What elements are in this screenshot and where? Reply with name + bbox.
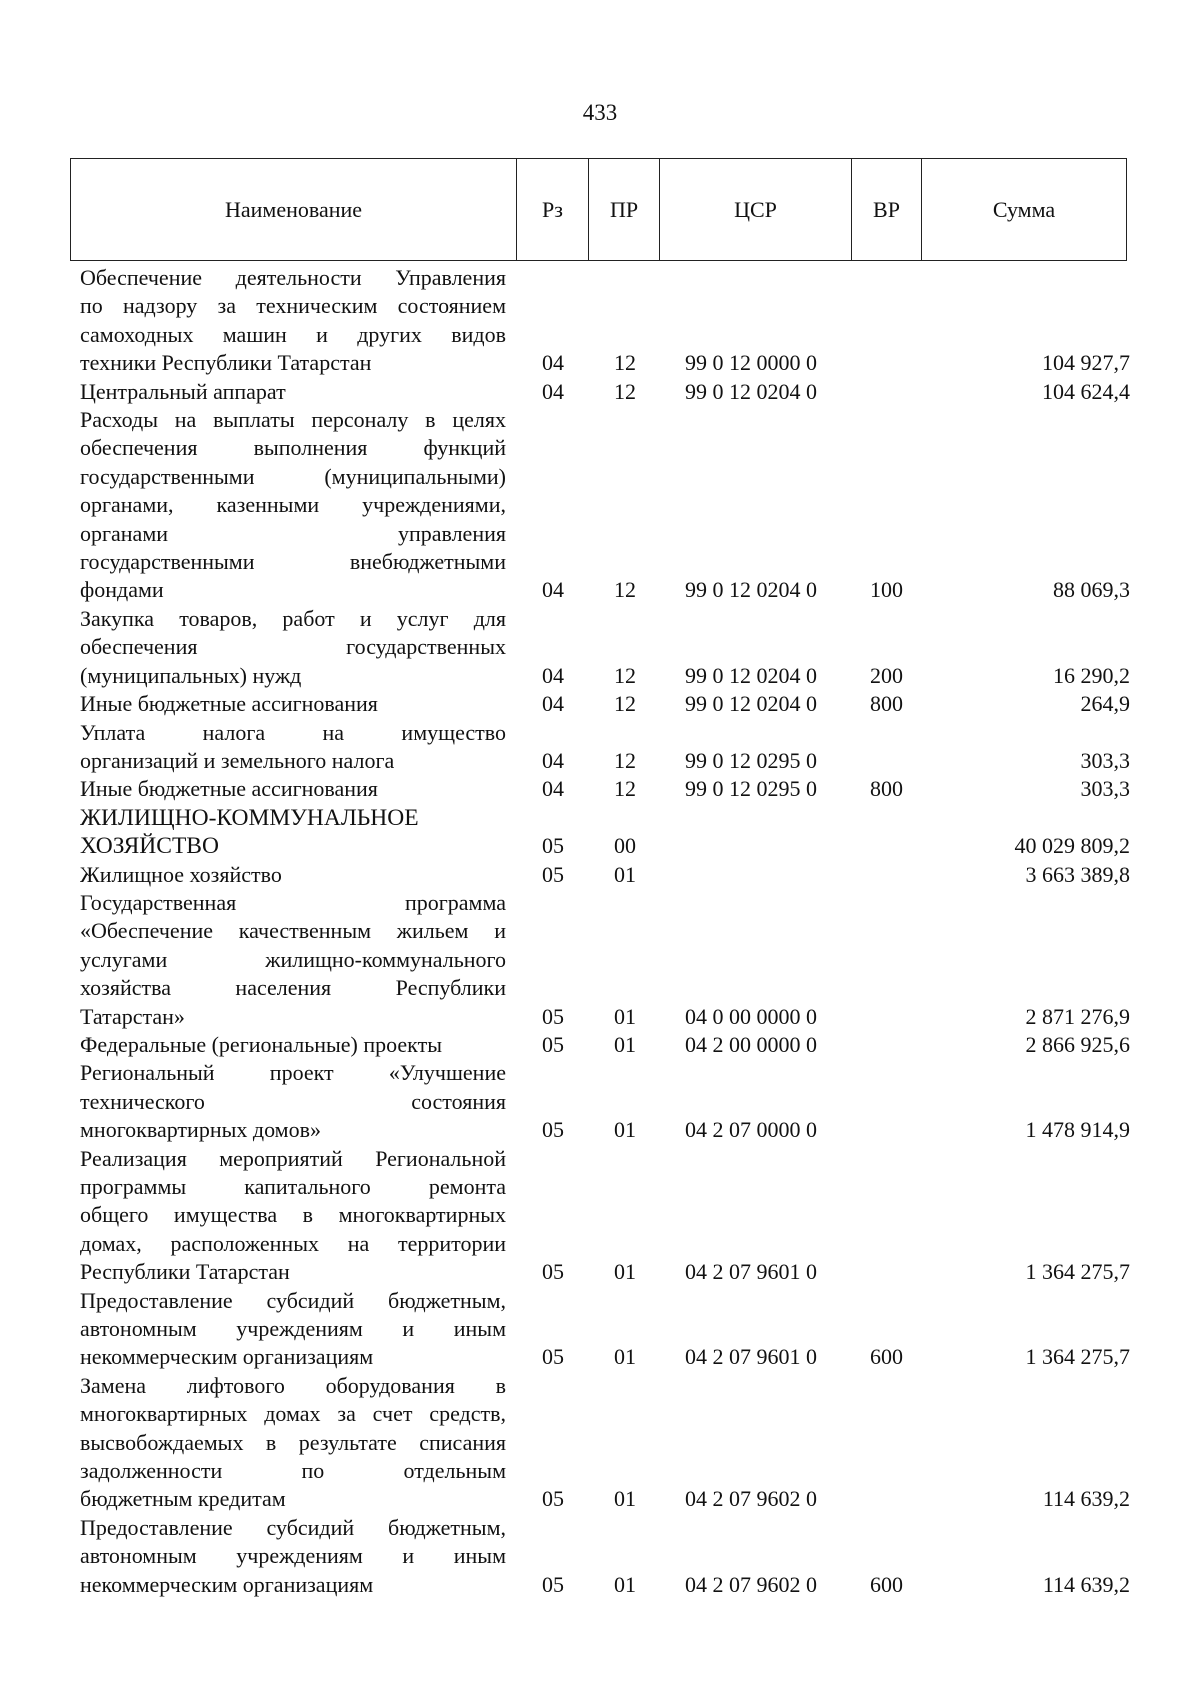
row-name-line: общего имущества в многоквартирных xyxy=(80,1202,506,1228)
row-csr: 04 2 00 0000 0 xyxy=(685,1031,817,1057)
row-name-line: хозяйства населения Республики xyxy=(80,975,506,1001)
row-name-line: обеспечения выполнения функций xyxy=(80,435,506,461)
row-pr: 12 xyxy=(614,776,636,802)
row-csr: 04 2 07 9601 0 xyxy=(685,1259,817,1285)
row-name xyxy=(80,861,506,889)
row-name-line: Замена лифтового оборудования в xyxy=(80,1372,506,1398)
row-name-line: по надзору за техническим состоянием xyxy=(80,293,506,319)
table-row xyxy=(80,264,1130,378)
row-name xyxy=(80,605,506,690)
row-name xyxy=(80,804,506,861)
row-csr: 04 2 07 9601 0 xyxy=(685,1344,817,1370)
row-name-line: Расходы на выплаты персоналу в целях xyxy=(80,407,506,433)
row-pr: 01 xyxy=(614,1259,636,1285)
row-name-line: Татарстан» xyxy=(80,1003,185,1029)
table-row xyxy=(80,378,1130,406)
row-sum: 2 866 925,6 xyxy=(1025,1031,1130,1057)
row-name-line: государственными внебюджетными xyxy=(80,549,506,575)
row-name xyxy=(80,1287,506,1372)
column-header-pr: ПР xyxy=(589,159,660,260)
table-body xyxy=(80,264,1130,1599)
row-sum: 114 639,2 xyxy=(1042,1571,1130,1597)
row-name xyxy=(80,719,506,776)
row-name xyxy=(80,264,506,378)
row-name-line: органами управления xyxy=(80,520,506,546)
row-name-line: Уплата налога на имущество xyxy=(80,719,506,745)
row-vr: 600 xyxy=(870,1571,903,1597)
row-name-line: обеспечения государственных xyxy=(80,634,506,660)
row-name-line: (муниципальных) нужд xyxy=(80,662,302,688)
row-pr: 01 xyxy=(614,1486,636,1512)
row-rz: 05 xyxy=(542,1344,564,1370)
row-csr: 04 2 07 9602 0 xyxy=(685,1486,817,1512)
row-name-line: Региональный проект «Улучшение xyxy=(80,1060,506,1086)
table-row xyxy=(80,690,1130,718)
row-name-line: Государственная программа xyxy=(80,889,506,915)
table-row xyxy=(80,861,1130,889)
row-sum: 1 364 275,7 xyxy=(1025,1344,1130,1370)
row-rz: 05 xyxy=(542,1117,564,1143)
row-rz: 05 xyxy=(542,1003,564,1029)
row-name xyxy=(80,406,506,605)
row-csr: 99 0 12 0295 0 xyxy=(685,776,817,802)
row-sum: 88 069,3 xyxy=(1053,577,1130,603)
row-sum: 104 624,4 xyxy=(1042,378,1130,404)
table-row xyxy=(80,1514,1130,1599)
table-row xyxy=(80,406,1130,605)
row-name-line: фондами xyxy=(80,577,164,603)
row-name-line: Реализация мероприятий Региональной xyxy=(80,1145,506,1171)
row-name-line: задолженности по отдельным xyxy=(80,1458,506,1484)
row-pr: 01 xyxy=(614,1117,636,1143)
row-name-line: программы капитального ремонта xyxy=(80,1174,506,1199)
row-sum: 1 478 914,9 xyxy=(1025,1117,1130,1143)
row-name xyxy=(80,1059,506,1144)
row-name-line: организаций и земельного налога xyxy=(80,747,395,773)
row-name-line: Закупка товаров, работ и услуг для xyxy=(80,605,506,631)
row-rz: 05 xyxy=(542,1571,564,1597)
row-pr: 12 xyxy=(614,747,636,773)
row-sum: 264,9 xyxy=(1080,691,1130,717)
row-vr: 200 xyxy=(870,662,903,688)
row-name-line: Предоставление субсидий бюджетным, xyxy=(80,1514,506,1540)
table-row xyxy=(80,1031,1130,1059)
row-rz: 04 xyxy=(542,577,564,603)
row-name-line: автономным учреждениям и иным xyxy=(80,1316,506,1342)
row-name xyxy=(80,889,506,1031)
table-row xyxy=(80,719,1130,776)
column-header-vr: ВР xyxy=(852,159,922,260)
column-header-rz: Рз xyxy=(517,159,589,260)
row-pr: 12 xyxy=(614,378,636,404)
row-name xyxy=(80,690,506,718)
row-rz: 05 xyxy=(542,1031,564,1057)
row-sum: 303,3 xyxy=(1080,776,1130,802)
row-sum: 1 364 275,7 xyxy=(1025,1259,1130,1285)
table-row xyxy=(80,1287,1130,1372)
row-name-line: Иные бюджетные ассигнования xyxy=(80,776,378,802)
row-sum: 114 639,2 xyxy=(1042,1486,1130,1512)
column-header-name: Наименование xyxy=(71,159,517,260)
row-csr: 99 0 12 0204 0 xyxy=(685,691,817,717)
row-rz: 05 xyxy=(542,1259,564,1285)
table-row xyxy=(80,1059,1130,1144)
table-row xyxy=(80,775,1130,803)
row-name-line: Предоставление субсидий бюджетным, xyxy=(80,1287,506,1313)
row-sum: 303,3 xyxy=(1080,747,1130,773)
row-name-line: ХОЗЯЙСТВО xyxy=(80,833,219,860)
row-name-line: Обеспечение деятельности Управления xyxy=(80,265,506,290)
row-name-line: Федеральные (региональные) проекты xyxy=(80,1031,442,1057)
row-pr: 12 xyxy=(614,577,636,603)
row-pr: 12 xyxy=(614,691,636,717)
row-csr: 99 0 12 0204 0 xyxy=(685,662,817,688)
row-name-line: самоходных машин и других видов xyxy=(80,321,506,347)
row-name-line: некоммерческим организациям xyxy=(80,1571,374,1597)
row-name xyxy=(80,1514,506,1599)
row-csr: 04 2 07 0000 0 xyxy=(685,1117,817,1143)
row-name xyxy=(80,1031,506,1059)
row-name-line: Жилищное хозяйство xyxy=(80,861,282,887)
row-rz: 04 xyxy=(542,747,564,773)
row-name-line: Иные бюджетные ассигнования xyxy=(80,691,378,717)
row-name-line: многоквартирных домах за счет средств, xyxy=(80,1401,506,1427)
row-name-line: техники Республики Татарстан xyxy=(80,350,372,376)
row-pr: 01 xyxy=(614,1031,636,1057)
row-name xyxy=(80,775,506,803)
row-name-line: многоквартирных домов» xyxy=(80,1117,321,1143)
row-csr: 99 0 12 0295 0 xyxy=(685,747,817,773)
row-name-line: бюджетным кредитам xyxy=(80,1486,286,1512)
row-pr: 01 xyxy=(614,1344,636,1370)
table-row xyxy=(80,889,1130,1031)
row-pr: 01 xyxy=(614,861,636,887)
row-csr: 99 0 12 0204 0 xyxy=(685,378,817,404)
row-name-line: Центральный аппарат xyxy=(80,378,286,404)
page-number: 433 xyxy=(582,100,618,125)
row-name-line: ЖИЛИЩНО-КОММУНАЛЬНОЕ xyxy=(80,804,419,831)
row-rz: 04 xyxy=(542,378,564,404)
row-pr: 12 xyxy=(614,350,636,376)
table-header xyxy=(70,158,1127,261)
row-name-line: «Обеспечение качественным жильем и xyxy=(80,918,506,944)
row-name-line: услугами жилищно-коммунального xyxy=(80,946,506,972)
row-name-line: технического состояния xyxy=(80,1088,506,1114)
row-name-line: автономным учреждениям и иным xyxy=(80,1543,506,1569)
row-csr: 99 0 12 0000 0 xyxy=(685,350,817,376)
row-vr: 600 xyxy=(870,1344,903,1370)
column-header-sum: Сумма xyxy=(992,196,1056,222)
row-name-line: высвобождаемых в результате списания xyxy=(80,1429,506,1455)
column-header-csr: ЦСР xyxy=(660,159,852,260)
row-csr: 04 0 00 0000 0 xyxy=(685,1003,817,1029)
row-rz: 04 xyxy=(542,776,564,802)
row-rz: 05 xyxy=(542,861,564,887)
row-sum: 40 029 809,2 xyxy=(1014,833,1130,859)
row-pr: 01 xyxy=(614,1571,636,1597)
row-pr: 00 xyxy=(614,833,636,859)
row-rz: 04 xyxy=(542,662,564,688)
row-sum: 104 927,7 xyxy=(1042,350,1130,376)
row-sum: 16 290,2 xyxy=(1053,662,1130,688)
table-row xyxy=(80,605,1130,690)
row-name xyxy=(80,1145,506,1287)
row-rz: 05 xyxy=(542,1486,564,1512)
table-row xyxy=(80,1145,1130,1287)
table-row xyxy=(80,1372,1130,1514)
row-rz: 04 xyxy=(542,350,564,376)
row-name-line: домах, расположенных на территории xyxy=(80,1230,506,1256)
row-csr: 04 2 07 9602 0 xyxy=(685,1571,817,1597)
row-name xyxy=(80,1372,506,1514)
row-pr: 12 xyxy=(614,662,636,688)
row-vr: 800 xyxy=(870,691,903,717)
row-name-line: Республики Татарстан xyxy=(80,1259,290,1285)
row-vr: 800 xyxy=(870,776,903,802)
table-row xyxy=(80,804,1130,861)
row-name-line: органами, казенными учреждениями, xyxy=(80,492,506,518)
row-name xyxy=(80,378,506,406)
row-rz: 05 xyxy=(542,833,564,859)
row-rz: 04 xyxy=(542,691,564,717)
row-vr: 100 xyxy=(870,577,903,603)
row-name-line: государственными (муниципальными) xyxy=(80,463,506,489)
row-pr: 01 xyxy=(614,1003,636,1029)
row-sum: 2 871 276,9 xyxy=(1025,1003,1130,1029)
row-name-line: некоммерческим организациям xyxy=(80,1344,374,1370)
row-csr: 99 0 12 0204 0 xyxy=(685,577,817,603)
row-sum: 3 663 389,8 xyxy=(1025,861,1130,887)
